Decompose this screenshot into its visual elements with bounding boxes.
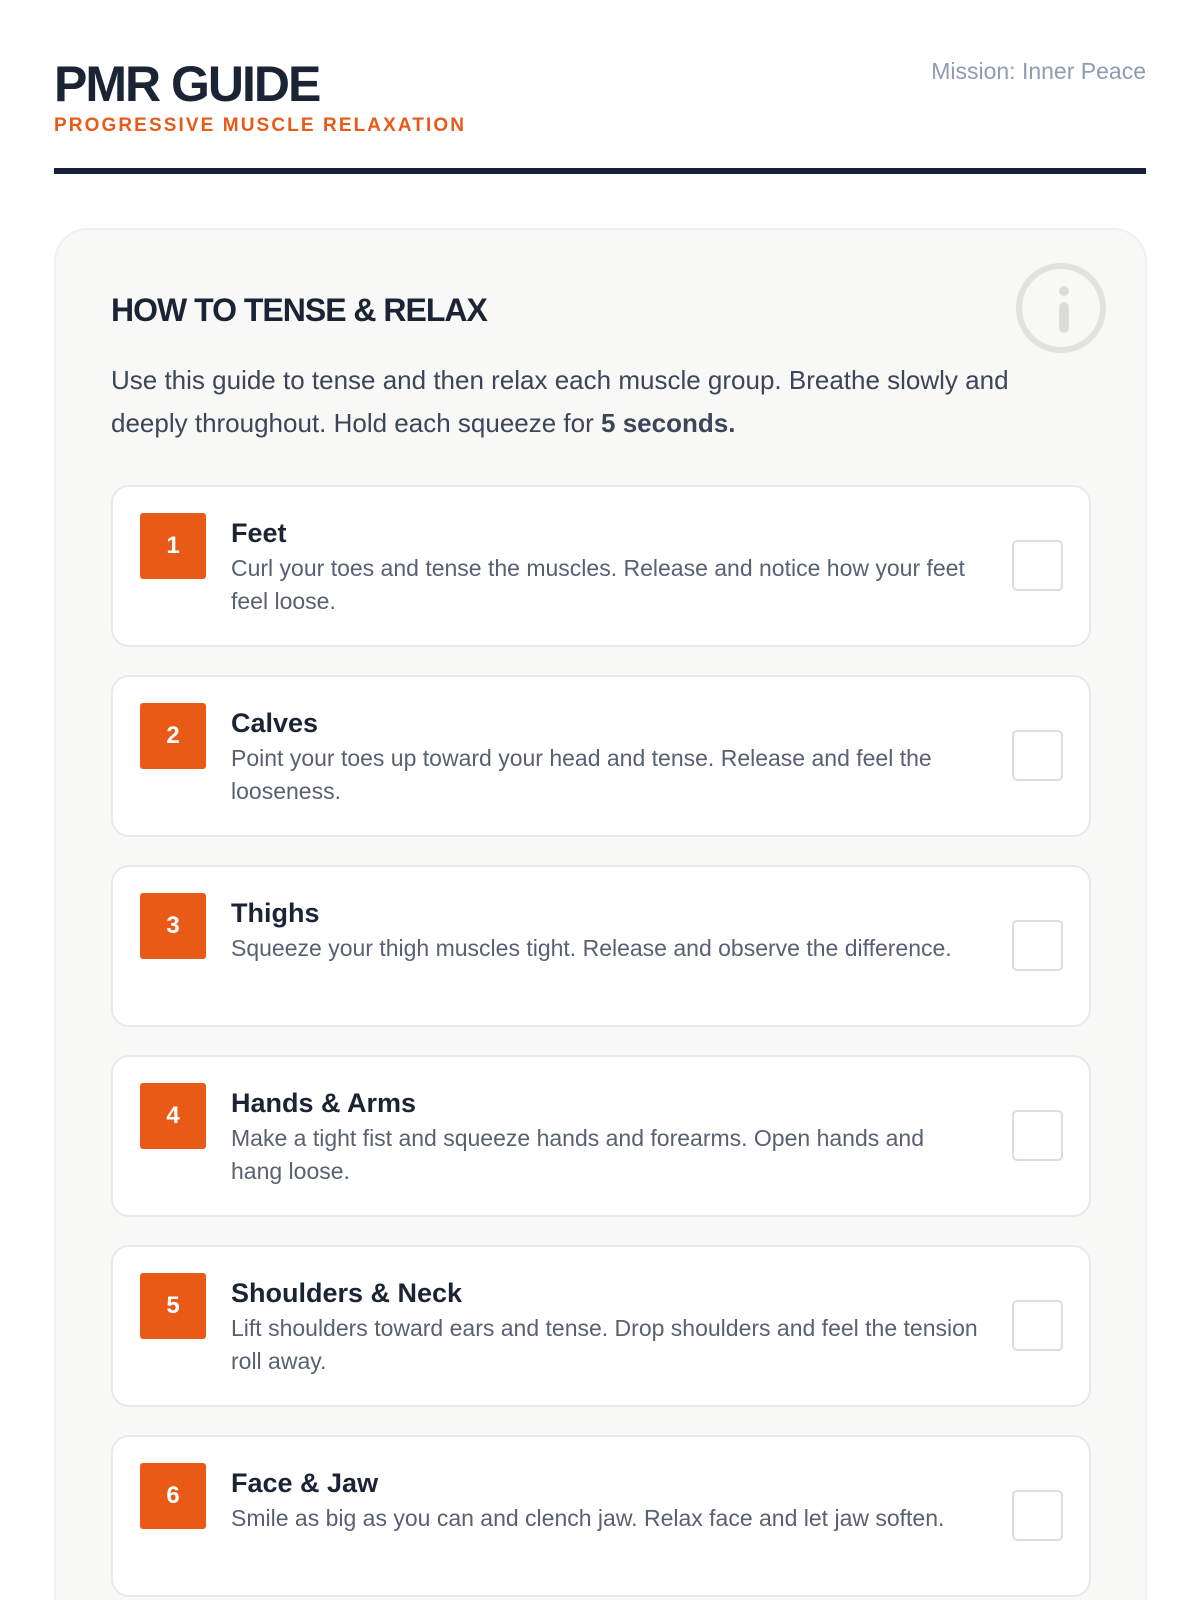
face-jaw-checkbox[interactable] [1012, 1490, 1063, 1541]
muscle-step-calves [111, 675, 1091, 837]
step-title: Shoulders & Neck [231, 1278, 463, 1308]
step-number-badge: 4 [140, 1083, 206, 1149]
thighs-checkbox[interactable] [1012, 920, 1063, 971]
section-title: HOW TO TENSE & RELAX [111, 292, 487, 328]
step-description: Make a tight fist and squeeze hands and forearms. Open hands and hang loose. [231, 1125, 924, 1184]
app-title: PMR GUIDE [54, 56, 320, 112]
hold-time: 5 seconds [601, 408, 729, 438]
muscle-step-feet [111, 485, 1091, 647]
step-number-badge: 3 [140, 893, 206, 959]
intro-copy: Use this guide to tense and then relax each muscle group. Breathe slowly and deeply throughout. Hold each squeeze for [111, 365, 1009, 438]
info-icon-stem [1059, 302, 1069, 333]
muscle-step-shoulders-neck [111, 1245, 1091, 1407]
intro-period: . [728, 408, 736, 438]
muscle-step-face-jaw [111, 1435, 1091, 1597]
step-description: Squeeze your thigh muscles tight. Release and observe the difference. [231, 935, 952, 961]
app-subtitle: PROGRESSIVE MUSCLE RELAXATION [54, 115, 467, 136]
shoulders-neck-checkbox[interactable] [1012, 1300, 1063, 1351]
calves-checkbox[interactable] [1012, 730, 1063, 781]
info-icon [1016, 263, 1106, 353]
step-description: Point your toes up toward your head and tense. Release and feel the looseness. [231, 745, 932, 804]
step-description: Smile as big as you can and clench jaw. Relax face and let jaw soften. [231, 1505, 945, 1531]
muscle-step-thighs [111, 865, 1091, 1027]
info-icon-dot [1059, 286, 1069, 296]
step-description: Curl your toes and tense the muscles. Release and notice how your feet feel loose. [231, 555, 965, 614]
step-title: Feet [231, 518, 287, 548]
page-header [54, 0, 1146, 174]
step-description: Lift shoulders toward ears and tense. Drop shoulders and feel the tension roll away. [231, 1315, 978, 1374]
step-number-badge: 2 [140, 703, 206, 769]
step-title: Calves [231, 708, 319, 738]
muscle-group-list [111, 485, 1091, 1600]
step-title: Thighs [231, 898, 320, 928]
step-title: Hands & Arms [231, 1088, 417, 1118]
hands-arms-checkbox[interactable] [1012, 1110, 1063, 1161]
step-title: Face & Jaw [231, 1468, 379, 1498]
intro-text [111, 359, 1051, 445]
step-number-badge: 6 [140, 1463, 206, 1529]
step-number-badge: 5 [140, 1273, 206, 1339]
feet-checkbox[interactable] [1012, 540, 1063, 591]
mission-label: Mission: Inner Peace [931, 58, 1146, 84]
muscle-step-hands-arms [111, 1055, 1091, 1217]
step-number-badge: 1 [140, 513, 206, 579]
instruction-card [54, 228, 1147, 1600]
